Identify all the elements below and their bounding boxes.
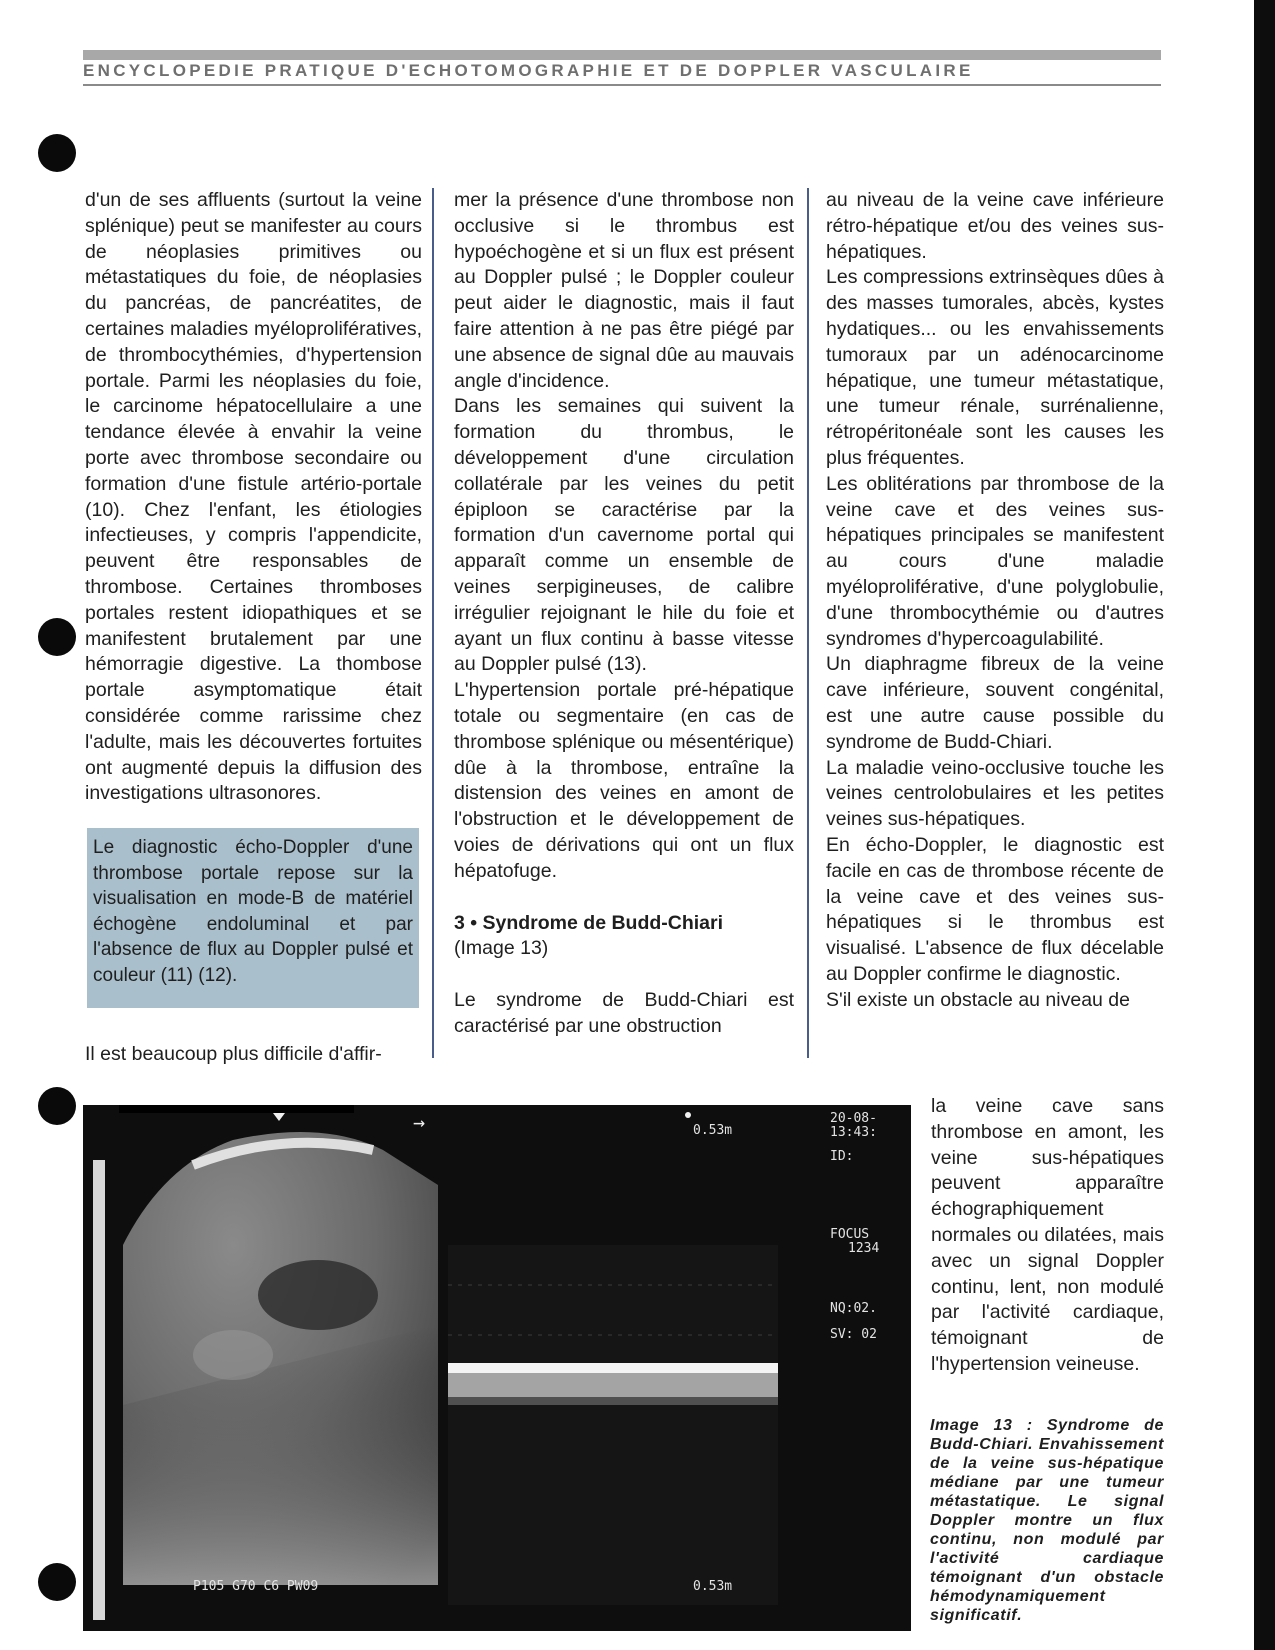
column-3-wrap	[931, 1094, 1164, 1378]
paragraph: au niveau de la veine cave inférieure rétro-hépatique et/ou des veines sus-hépatiques.	[826, 189, 1164, 263]
header-rule	[83, 84, 1161, 86]
doppler-panel	[448, 1245, 778, 1605]
paragraph: Le syndrome de Budd-Chiari est caractérisé par une obstruction	[454, 989, 794, 1037]
paragraph: La maladie veino-occlusive touche les veines centrolobulaires et les petites veines sus-hépatiques.	[826, 756, 1164, 831]
paragraph: En écho-Doppler, le diagnostic est facile en cas de thrombose récente de la veine cave et des veines sus-hépatiques si le thrombus est visualisé. L'absence de flux décelable au Doppler confirme le diagnostic.	[826, 833, 1164, 985]
paragraph: Les oblitérations par thrombose de la veine cave et des veines sus-hépatiques principales se manifestent au cours d'une maladie myéloproliférative, d'une polyglobulie, d'une thrombocythémie ou d'autres syndromes d'hypercoagulabilité.	[826, 472, 1164, 650]
running-header: ENCYCLOPEDIE PRATIQUE D'ECHOTOMOGRAPHIE ET DE DOPPLER VASCULAIRE	[83, 61, 974, 80]
column-rule	[807, 188, 809, 1058]
parameter-readout: P105 G70 C6 PW09	[193, 1579, 319, 1594]
depth-readout: 0.53m	[693, 1123, 733, 1138]
time-readout: 13:43:	[830, 1125, 877, 1140]
id-readout: ID:	[830, 1149, 854, 1164]
scan-edge	[1254, 0, 1275, 1650]
focus-label: FOCUS	[830, 1227, 870, 1242]
key-point-text	[93, 835, 413, 988]
ultrasound-graphic	[83, 1105, 911, 1631]
focus-value: 1234	[848, 1241, 880, 1256]
caption-text: Image 13 : Syndrome de Budd-Chiari. Envahissement de la veine sus-hépatique médiane par une tumeur métastatique. Le signal Doppler montre un flux continu, non modulé par l'activité cardiaque témoignant d'un obstacle hémodynamiquement significatif.	[930, 1417, 1164, 1624]
column-1-continued	[85, 1042, 422, 1068]
column-rule	[432, 188, 434, 1058]
svg-text:→: →	[413, 1110, 426, 1134]
paragraph: S'il existe un obstacle au niveau de	[826, 988, 1131, 1011]
key-point-paragraph: Le diagnostic écho-Doppler d'une thrombose portale repose sur la visualisation en mode-B de matériel échogène endoluminal et par l'absence de flux au Doppler pulsé et couleur (11) (12).	[93, 837, 413, 986]
section-subheading: (Image 13)	[454, 937, 549, 960]
date-readout: 20-08-	[830, 1111, 877, 1126]
section-heading: 3 • Syndrome de Budd-Chiari	[454, 911, 724, 934]
binder-hole	[38, 134, 76, 172]
ultrasound-image	[83, 1105, 911, 1631]
binder-hole	[38, 1563, 76, 1601]
paragraph: Dans les semaines qui suivent la formation du thrombus, le développement d'une circulation collatérale par les veines du petit épiploon se caractérise par la formation d'un cavernome portal qui apparaît comme un ensemble de veines serpigineuses, de calibre irrégulier rejoignant le hile du foie et ayant un flux continu à basse vitesse au Doppler pulsé (13).	[454, 395, 794, 676]
paragraph: Il est beaucoup plus difficile d'affir-	[85, 1043, 382, 1065]
binder-hole	[38, 1087, 76, 1125]
nq-readout: NQ:02.	[830, 1301, 877, 1316]
column-2	[454, 188, 794, 1040]
doppler-flow-signal	[448, 1373, 778, 1397]
paragraph: mer la présence d'une thrombose non occlusive si le thrombus est hypoéchogène et si un flux est présent au Doppler pulsé ; le Doppler couleur peut aider le diagnostic, mais il faut faire attention à ne pas être piégé par une absence de signal dûe au mauvais angle d'incidence.	[454, 189, 794, 392]
paragraph: Les compressions extrinsèques dûes à des masses tumorales, abcès, kystes hydatiques... ou les envahissements tumoraux par un adénocarcinome hépatique, une tumeur métastatique, une tumeur rénale, surrénalienne, rétropéritonéale sont les causes les plus fréquentes.	[826, 266, 1164, 469]
binder-hole	[38, 618, 76, 656]
column-3	[826, 188, 1164, 1014]
doppler-baseline	[448, 1363, 778, 1373]
figure-caption	[930, 1416, 1164, 1625]
sv-readout: SV: 02	[830, 1327, 877, 1342]
column-1	[85, 188, 422, 807]
depth-readout-bottom: 0.53m	[693, 1579, 733, 1594]
paragraph: Un diaphragme fibreux de la veine cave inférieure, souvent congénital, est une autre cause possible du syndrome de Budd-Chiari.	[826, 653, 1164, 753]
paragraph: d'un de ses affluents (surtout la veine splénique) peut se manifester au cours de néoplasies primitives ou métastatiques du foie, de néoplasies du pancréas, de pancréatites, de certaines maladies myéloprolifératives, de thrombocythémies, d'hypertension portale. Parmi les néoplasies du foie, le carcinome hépatocellulaire a une tendance élevée à envahir la veine porte avec thrombose secondaire ou formation d'une fistule artério-portale (10). Chez l'enfant, les étiologies infectieuses, y compris l'appendicite, peuvent être responsables de thrombose. Certaines thromboses portales restent idiopathiques et se manifestent brutalement par une hémorragie digestive. La thombose portale asymptomatique était considérée comme rarissime chez l'adulte, mais les découvertes fortuites ont augmenté depuis la diffusion des investigations ultrasonores.	[85, 189, 422, 805]
paragraph: la veine cave sans thrombose en amont, les veine sus-hépatiques peuvent apparaître échographiquement normales ou dilatées, mais avec un signal Doppler continu, lent, non modulé par l'activité cardiaque, témoignant de l'hypertension veineuse.	[931, 1095, 1164, 1375]
paragraph: L'hypertension portale pré-hépatique totale ou segmentaire (en cas de thrombose splénique ou mésentérique) dûe à la thrombose, entraîne la distension des veines en amont de l'obstruction et le développement de voies de dérivations qui ont un flux hépatofuge.	[454, 679, 794, 882]
depth-scale	[93, 1160, 105, 1620]
header-band	[83, 50, 1161, 60]
